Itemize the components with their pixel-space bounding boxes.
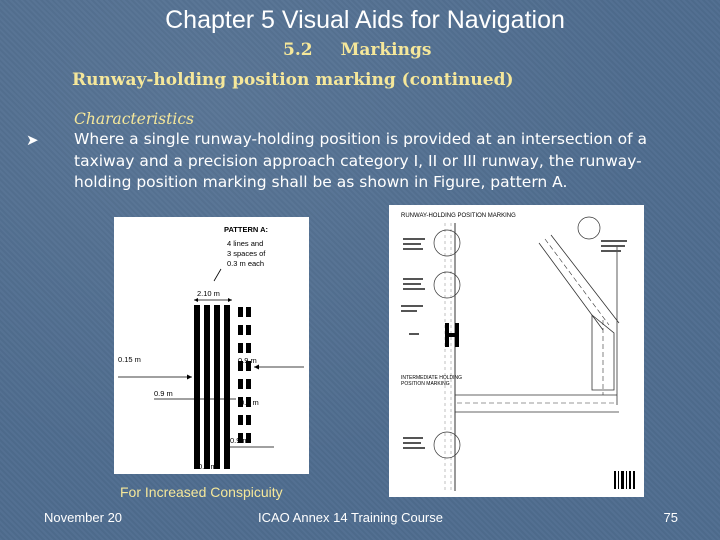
width-label: 2.10 m	[197, 289, 220, 298]
dim-left-label: 0.15 m	[118, 355, 141, 364]
pattern-a-drawing	[114, 217, 309, 474]
slide-title: Chapter 5 Visual Aids for Navigation	[165, 6, 565, 34]
dim-right-label: 0.9 m	[238, 356, 257, 365]
slide-heading: Runway-holding position marking (continued)	[72, 70, 514, 90]
layout-title: RUNWAY-HOLDING POSITION MARKING	[401, 213, 516, 219]
pattern-a-figure	[114, 217, 309, 474]
dim-lower-1-label: 0.9 m	[240, 398, 259, 407]
figure-caption: For Increased Conspicuity	[120, 484, 283, 500]
section-name: Markings	[340, 40, 432, 60]
arrow-bullet-icon: ➤	[26, 131, 39, 149]
footer-page-number: 75	[663, 510, 678, 525]
intermediate-label-2: POSITION MARKING	[401, 381, 450, 387]
lines-note-1: 4 lines and	[227, 239, 264, 248]
characteristics-label: Characteristics	[74, 110, 194, 128]
footer-course: ICAO Annex 14 Training Course	[258, 510, 443, 525]
lines-note-2: 3 spaces of	[227, 249, 266, 258]
lines-note-3: 0.3 m each	[227, 259, 265, 268]
footer-date: November 20	[44, 510, 123, 525]
dim-center-label: 0.9 m	[154, 389, 173, 398]
dim-lower-2-label: 0.9 m	[230, 436, 249, 445]
section-subtitle	[283, 40, 431, 60]
holding-position-layout-figure	[389, 205, 644, 497]
holding-position-layout-drawing	[389, 205, 644, 497]
section-number: 5.2	[283, 40, 313, 60]
body-text: Where a single runway-holding position is provided at an intersection of a taxiway and a precision approach category I, II or III runway, the runway-holding position marking shall be as shown in Figure, pattern A.	[74, 130, 648, 191]
dim-bottom-label: 0.3 m	[198, 462, 217, 471]
pattern-a-label: PATTERN A:	[224, 225, 269, 234]
intermediate-label-1: INTERMEDIATE HOLDING	[401, 375, 463, 381]
